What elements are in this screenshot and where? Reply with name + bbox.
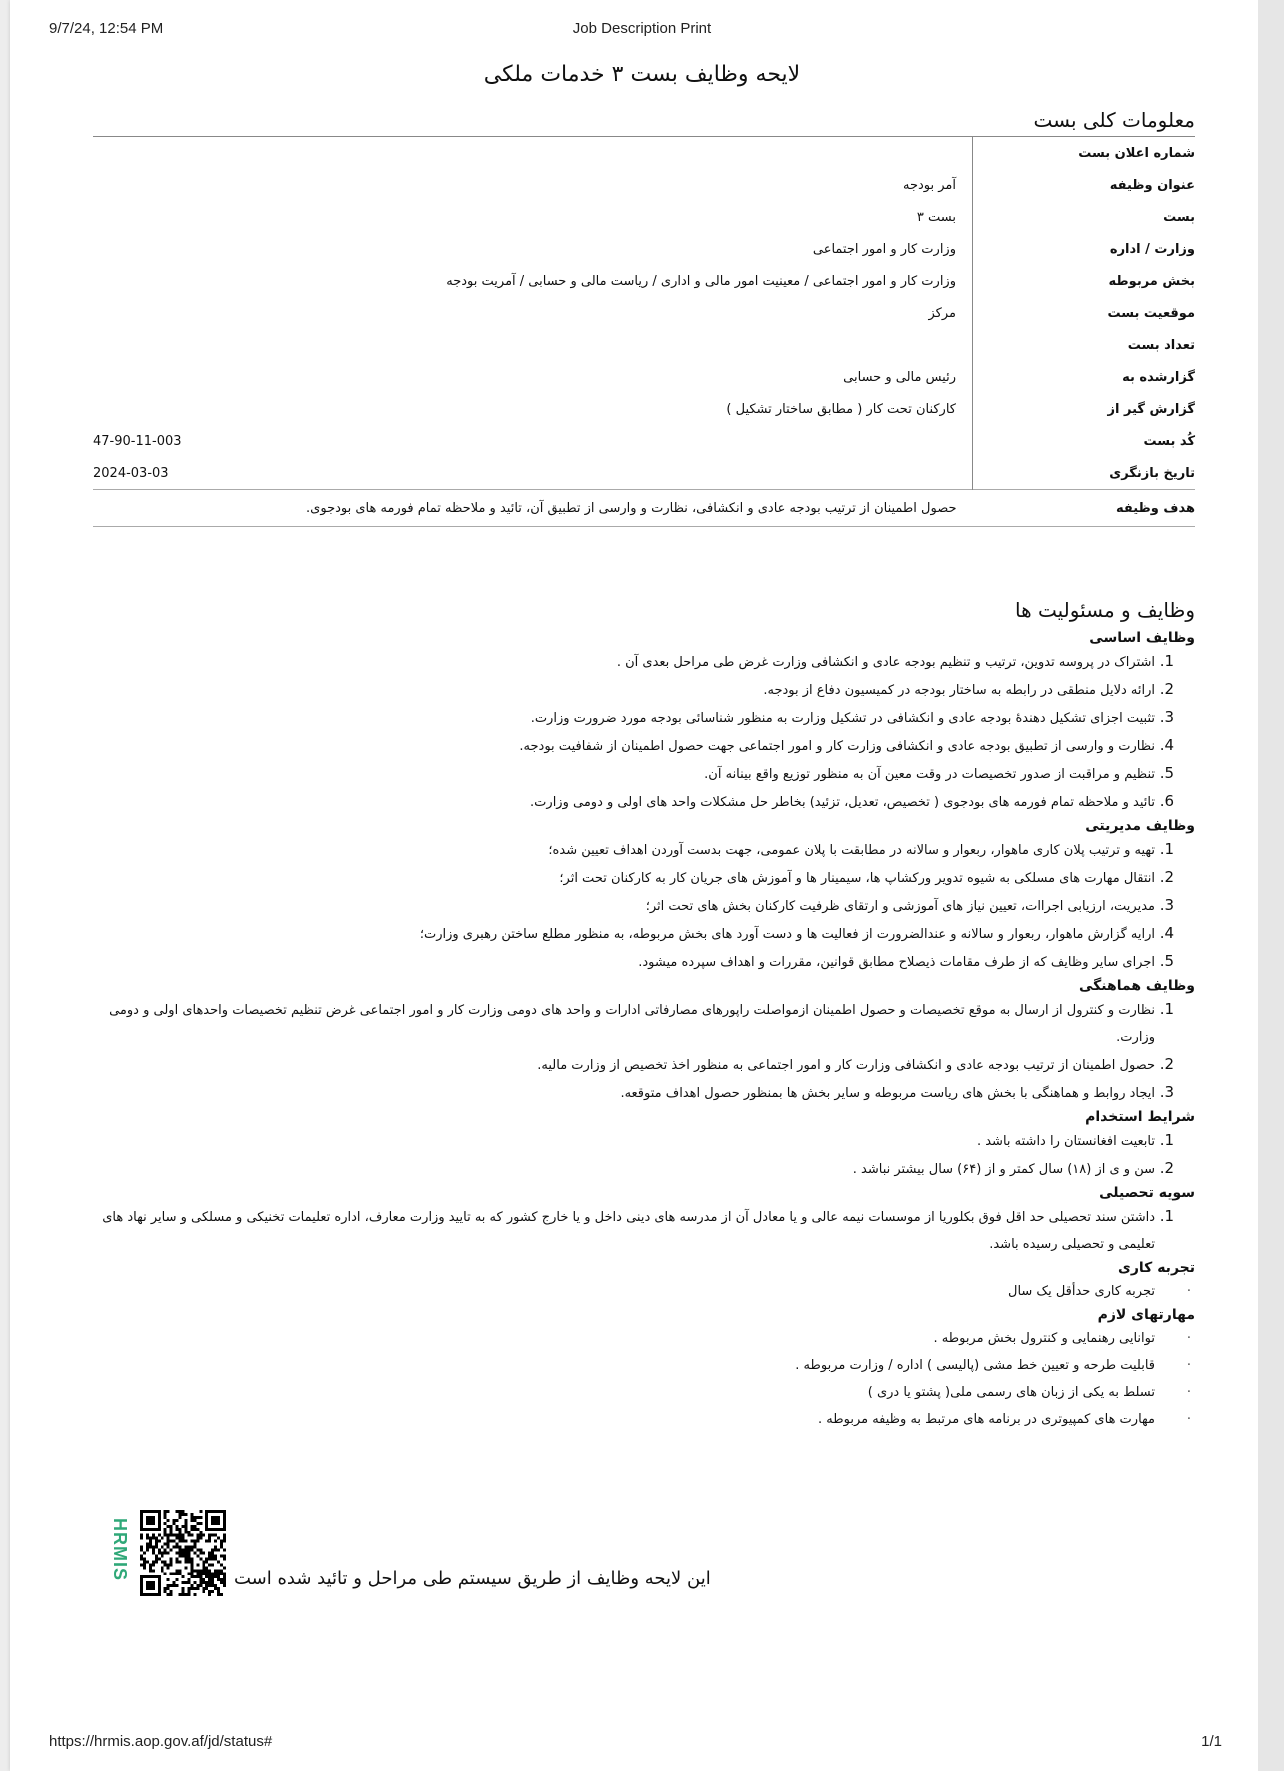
info-value: وزارت کار و امور اجتماعی / معینیت امور مالی و اداری / ریاست مالی و حسابی / آمریت بودجه [93,265,973,297]
basic-duty-item: 3. تثبیت اجزای تشکیل دهندۀ بودجه عادی و انکشافی در تشکیل وزارت به منظور شناسائی بودجه مورد ضرورت وزارت. [93,704,1155,732]
coordination-duty-item: 1. نظارت و کنترول از ارسال به موقع تخصیصات و حصول اطمینان ازمواصلت راپورهای مصارفاتی ادارات و واحد های دومی وزارت کار و امور اجتماعی غرض تنظیم تخصیصات واحدهای اولی و دومی وزارت. [93,996,1155,1051]
general-info-section [93,108,1195,527]
management-duty-item: 1. تهیه و ترتیب پلان کاری ماهوار، ربعوار و سالانه در مطابقت با پلان عمومی، جهت بدست آوردن اهداف تعیین شده؛ [93,836,1155,864]
info-label: کُد بست [1143,433,1195,449]
education-list [93,1203,1195,1258]
employment-conditions-heading: شرایط استخدام [1085,1109,1195,1125]
page-number: 1/1 [1201,1733,1222,1750]
experience-heading: تجربه کاری [1118,1260,1195,1276]
info-row [93,457,1195,490]
basic-duty-item: 1. اشتراک در پروسه تدوین، ترتیب و تنظیم بودجه عادی و انکشافی وزارت غرض طی مراحل بعدی آن . [93,648,1155,676]
general-info-heading: معلومات کلی بست [1033,108,1195,132]
info-label: وزارت / اداره [1109,241,1195,257]
info-label: موقعیت بست [1107,305,1195,321]
management-duty-item: 4. ارایه گزارش ماهوار، ربعوار و سالانه و عندالضرورت از فعالیت ها و دست آورد های بخش مربوطه، به منظور مطلع ساختن رهبری وزارت؛ [93,920,1155,948]
info-row [93,425,1195,457]
info-value: بست ۳ [93,201,973,233]
goal-row [93,490,1195,527]
duties-section [93,598,1195,1435]
info-row [93,329,1195,361]
basic-duty-item: 2. ارائه دلایل منطقی در رابطه به ساختار بودجه در کمیسیون دفاع از بودجه. [93,676,1155,704]
qr-code-icon [140,1510,226,1596]
info-value: 2024-03-03 [93,457,973,490]
info-label: بست [1163,209,1195,225]
page-url: https://hrmis.aop.gov.af/jd/status# [49,1733,273,1750]
info-row [93,265,1195,297]
experience-item: · تجربه کاری حدأقل یک سال [93,1278,1155,1305]
basic-duty-item: 4. نظارت و وارسی از تطبیق بودجه عادی و انکشافی وزارت کار و امور اجتماعی جهت حصول اطمینان از شفافیت بودجه. [93,732,1155,760]
info-row [93,361,1195,393]
coordination-duties-list [93,996,1195,1107]
info-value [93,137,973,170]
document-title: لایحه وظایف بست ۳ خدمات ملکی [483,62,801,87]
skill-item: · تسلط به یکی از زبان های رسمی ملی( پشتو یا دری ) [93,1379,1155,1406]
info-label: بخش مربوطه [1108,273,1195,289]
scroll-edge [1258,0,1284,1771]
coordination-duty-item: 3. ایجاد روابط و هماهنگی با بخش های ریاست مربوطه و سایر بخش ها بمنظور حصول اهداف متوقعه. [93,1079,1155,1107]
employment-condition-item: 2. سن و ی از (۱۸) سال کمتر و از (۶۴) سال بیشتر نباشد . [93,1155,1155,1183]
skill-item: · توانایی رهنمایی و کنترول بخش مربوطه . [93,1325,1155,1352]
print-title: Job Description Print [572,20,712,37]
skills-heading: مهارتهای لازم [1097,1307,1195,1323]
approval-text: این لایحه وظایف از طریق سیستم طی مراحل و تائید شده است [234,1568,711,1589]
skill-item: · قابلیت طرحه و تعیین خط مشی (پالیسی ) اداره / وزارت مربوطه . [93,1352,1155,1379]
goal-label: هدف وظیفه [973,490,1196,527]
basic-duties-heading: وظایف اساسی [1089,630,1195,646]
info-row [93,393,1195,425]
info-row [93,233,1195,265]
management-duty-item: 2. انتقال مهارت های مسلکی به شیوه تدویر ورکشاپ ها، سیمینار ها و آموزش های جریان کار به کارکنان تحت اثر؛ [93,864,1155,892]
basic-duties-list [93,648,1195,816]
info-label: تعداد بست [1127,337,1195,353]
info-value: آمر بودجه [93,169,973,201]
experience-list [93,1278,1195,1305]
employment-condition-item: 1. تابعیت افغانستان را داشته باشد . [93,1127,1155,1155]
management-duty-item: 3. مدیریت، ارزیابی اجراات، تعیین نیاز های آموزشی و ارتقای ظرفیت کارکنان بخش های تحت اثر؛ [93,892,1155,920]
hrmis-logo-text: HRMIS [110,1518,130,1581]
info-label: عنوان وظیفه [1109,177,1195,193]
coordination-duties-heading: وظایف هماهنگی [1078,978,1195,994]
general-info-table [93,136,1195,527]
skills-list [93,1325,1195,1433]
employment-conditions-list [93,1127,1195,1183]
management-duties-list [93,836,1195,976]
skill-item: · مهارت های کمپیوتری در برنامه های مرتبط به وظیفه مربوطه . [93,1406,1155,1433]
basic-duty-item: 5. تنظیم و مراقبت از صدور تخصیصات در وقت معین آن به منظور توزیع واقع بینانه آن. [93,760,1155,788]
info-row [93,137,1195,170]
management-duty-item: 5. اجرای سایر وظایف که از طرف مقامات ذیصلاح مطابق قوانین، مقررات و اهداف سپرده میشود. [93,948,1155,976]
info-label: گزارش گیر از [1107,401,1195,417]
basic-duty-item: 6. تائید و ملاحظه تمام فورمه های بودجوی ( تخصیص، تعدیل، تزئید) بخاطر حل مشکلات واحد های اولی و دومی وزارت. [93,788,1155,816]
info-row [93,297,1195,329]
print-datetime: 9/7/24, 12:54 PM [49,20,164,37]
education-heading: سویه تحصیلی [1099,1185,1195,1201]
education-item: 1. داشتن سند تحصیلی حد اقل فوق بکلوریا از موسسات نیمه عالی و یا معادل آن از مدرسه های دینی داخل و یا خارج کشور که به تایید وزارت معارف، اداره تعلیمات تخنیکی و مسلکی و سایر نهاد های تعلیمی و تحصیلی رسیده باشد. [93,1203,1155,1258]
info-label: تاریخ بازنگری [1109,465,1195,481]
info-value: وزارت کار و امور اجتماعی [93,233,973,265]
duties-heading: وظایف و مسئولیت ها [1015,598,1195,622]
info-value: 47-90-11-003 [93,425,973,457]
hrmis-logo [108,1518,130,1598]
info-value [93,329,973,361]
info-row [93,201,1195,233]
coordination-duty-item: 2. حصول اطمینان از ترتیب بودجه عادی و انکشافی وزارت کار و امور اجتماعی به منظور اخذ تخصیص از وزارت مالیه. [93,1051,1155,1079]
info-row [93,169,1195,201]
management-duties-heading: وظایف مدیریتی [1085,818,1195,834]
info-value: مرکز [93,297,973,329]
info-label: شماره اعلان بست [1078,145,1195,161]
goal-value: حصول اطمینان از ترتیب بودجه عادی و انکشافی، نظارت و وارسی از تطبیق آن، تائید و ملاحظه تمام فورمه های بودجوی. [93,490,973,527]
info-label: گزارشده به [1122,369,1195,385]
info-value: رئیس مالی و حسابی [93,361,973,393]
info-value: کارکنان تحت کار ( مطابق ساختار تشکیل ) [93,393,973,425]
approval-block [108,1510,828,1602]
